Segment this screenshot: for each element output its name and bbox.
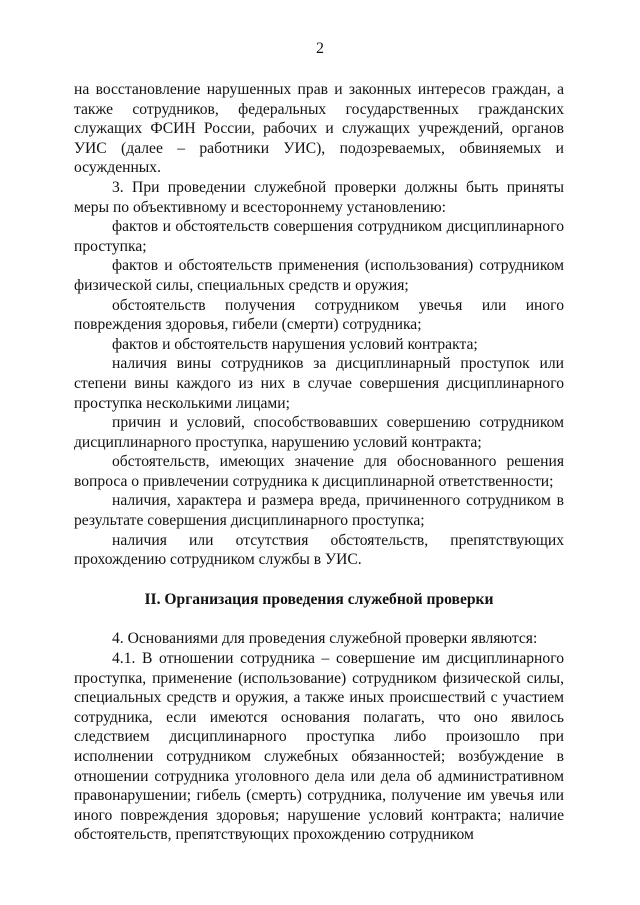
paragraph: причин и условий, способствовавших совершению сотрудником дисциплинарного проступка, нарушению условий контракта; [74,414,564,451]
paragraph: обстоятельств, имеющих значение для обоснованного решения вопроса о привлечении сотрудника к дисциплинарной ответственности; [74,453,564,490]
page-number: 2 [316,40,324,57]
paragraph: фактов и обстоятельств применения (использования) сотрудником физической силы, специальных средств и оружия; [74,257,564,294]
paragraph: 4.1. В отношении сотрудника – совершение им дисциплинарного проступка, применение (использование) сотрудником физической силы, специальных средств и оружия, а также иных происшествий с участием сотрудника, если имеются основания полагать, что оно явилось следствием дисциплинарного проступка либо произошло при исполнении сотрудником служебных обязанностей; возбуждение в отношении сотрудника уголовного дела или дела об административном правонарушении; гибель (смерть) сотрудника, получение им увечья или иного повреждения здоровья; нарушение условий контракта; наличие обстоятельств, препятствующих прохождению сотрудником [74,650,564,844]
paragraph: 3. При проведении служебной проверки должны быть приняты меры по объективному и всестороннему установлению: [74,178,564,216]
paragraph: наличия или отсутствия обстоятельств, препятствующих прохождению сотрудником службы в УИС. [74,531,564,569]
paragraph: фактов и обстоятельств совершения сотрудником дисциплинарного проступка; [74,218,564,255]
paragraph: обстоятельств получения сотрудником увечья или иного повреждения здоровья, гибели (смерти) сотрудника; [74,296,564,334]
paragraph: наличия, характера и размера вреда, причиненного сотрудником в результате совершения дисциплинарного проступка; [74,492,564,530]
document-body [74,80,564,845]
section-heading: II. Организация проведения служебной проверки [144,590,494,608]
paragraph: 4. Основаниями для проведения служебной проверки являются: [112,630,538,648]
paragraph: на восстановление нарушенных прав и законных интересов граждан, а также сотрудников, федеральных государственных гражданских служащих ФСИН России, рабочих и служащих учреждений, органов УИС (далее – работники УИС), подозреваемых, обвиняемых и осужденных. [74,81,564,177]
paragraph: фактов и обстоятельств нарушения условий контракта; [112,335,478,353]
paragraph: наличия вины сотрудников за дисциплинарный проступок или степени вины каждого из них в случае совершения дисциплинарного проступка несколькими лицами; [74,355,564,412]
